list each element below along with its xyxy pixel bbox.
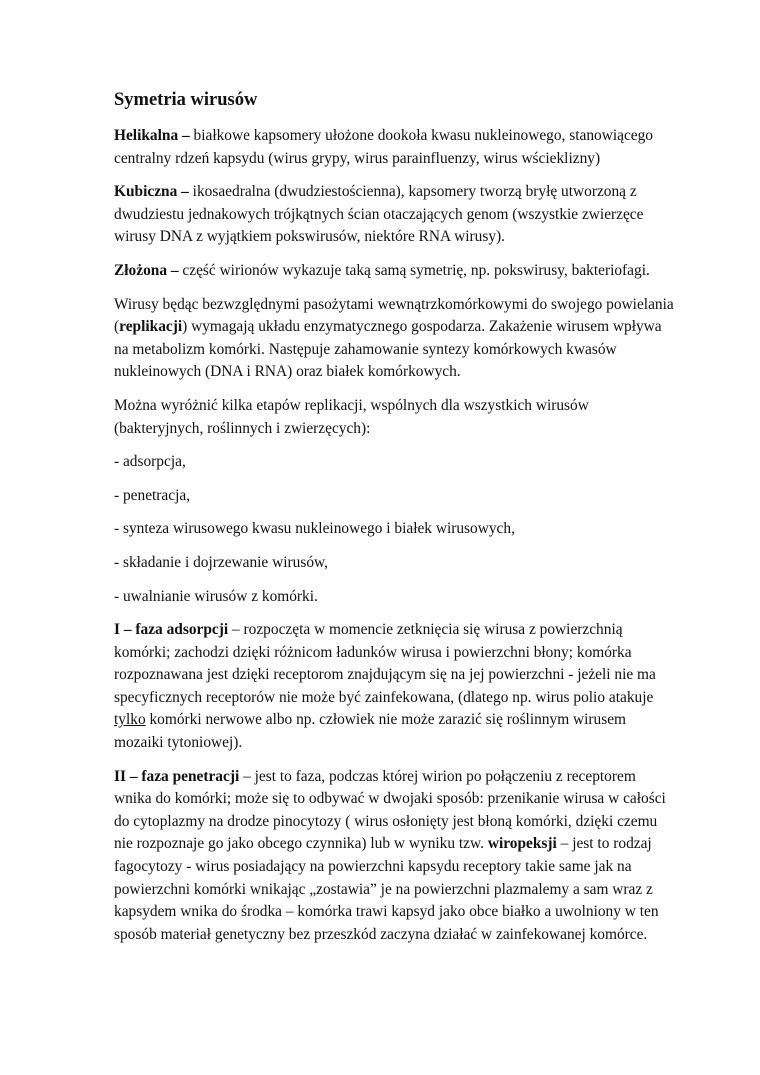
text-span: – jest to faza, podczas której wirion po połączeniu z receptorem wnika do komórki; może się to odbywać w dwojaki sposób: przenikanie wirusa w całości do cytoplazmy na drodze pinocytozy ( wirus osłonięty jest błoną komórki, dzięki czemu nie rozpoznaje go jako obcego czynnika) lub w wyniku tzw. xyxy=(114,767,666,853)
text-span: komórki nerwowe albo np. człowiek nie może zarazić się roślinnym wirusem mozaiki tytoniowej). xyxy=(114,711,627,752)
term-label: Helikalna – xyxy=(114,127,190,144)
term-label: Kubiczna – xyxy=(114,183,189,201)
stage-item: - adsorpcja, xyxy=(114,453,186,471)
phase-label: II – faza penetracji xyxy=(114,767,240,785)
text-span: – rozpoczęta w momencie zetknięcia się wirusa z powierzchnią komórki; zachodzi dzięki różnicom ładunków wirusa i powierzchni błony; komórka rozpoznawana jest dzięki receptorom znajdującym się na jej powierzchni - jeżeli nie ma specyficznych receptorów nie może być zainfekowana, (dlatego np. wirus polio atakuje xyxy=(114,621,656,706)
phase-adsorption xyxy=(114,619,674,755)
term-text: białkowe kapsomery ułożone dookoła kwasu nukleinowego, stanowiącego centralny rdzeń kapsydu (wirus grypy, wirus parainfluenzy, wirus wścieklizny) xyxy=(114,127,653,167)
symmetry-helical xyxy=(114,125,674,170)
replication-paragraph xyxy=(114,294,674,384)
stage-item: - uwalnianie wirusów z komórki. xyxy=(114,587,318,605)
text-span: ) wymagają układu enzymatycznego gospodarza. Zakażenie wirusem wpływa na metabolizm komórki. Następuje zahamowanie syntezy komórkowych kwasów nukleinowych (DNA i RNA) oraz białek komórkowych. xyxy=(114,318,662,381)
text-span: Wirusy będąc bezwzględnymi pasożytami wewnątrzkomórkowymi do swojego powielania ( xyxy=(114,295,674,336)
phase-penetration xyxy=(114,766,674,947)
stage-item: - synteza wirusowego kwasu nukleinowego i białek wirusowych, xyxy=(114,520,515,538)
underlined-word: tylko xyxy=(114,711,146,729)
stage-item: - składanie i dojrzewanie wirusów, xyxy=(114,553,328,571)
symmetry-complex xyxy=(114,260,674,283)
bold-term: replikacji xyxy=(119,318,183,336)
term-text: część wirionów wykazuje taką samą symetrię, np. pokswirusy, bakteriofagi. xyxy=(178,261,650,279)
phase-label: I – faza adsorpcji xyxy=(114,621,229,639)
document-page xyxy=(114,88,674,957)
term-text: ikosaedralna (dwudziestościenna), kapsomery tworzą bryłę utworzoną z dwudziestu jednakowych trójkątnych ścian otaczających genom (wszystkie zwierzęce wirusy DNA z wyjątkiem pokswirusów, niektóre RNA wirusy). xyxy=(114,183,644,246)
term-label: Złożona – xyxy=(114,261,179,279)
stages-intro: Można wyróżnić kilka etapów replikacji, wspólnych dla wszystkich wirusów (bakteryjnych, roślinnych i zwierzęcych): xyxy=(114,396,589,437)
symmetry-cubic xyxy=(114,181,674,249)
stage-item: - penetracja, xyxy=(114,486,191,504)
document-title: Symetria wirusów xyxy=(114,90,258,110)
text-span: – jest to rodzaj fagocytozy - wirus posiadający na powierzchni kapsydu receptory takie same jak na powierzchni komórki wnikając „zostawia” je na powierzchni plazmalemy a sam wraz z kapsydem wnika do środka – komórka trawi kapsyd jako obce białko a uwolniony w ten sposób materiał genetyczny bez przeszkód zaczyna działać w zainfekowanej komórce. xyxy=(114,835,659,943)
bold-term: wiropeksji xyxy=(487,835,557,853)
